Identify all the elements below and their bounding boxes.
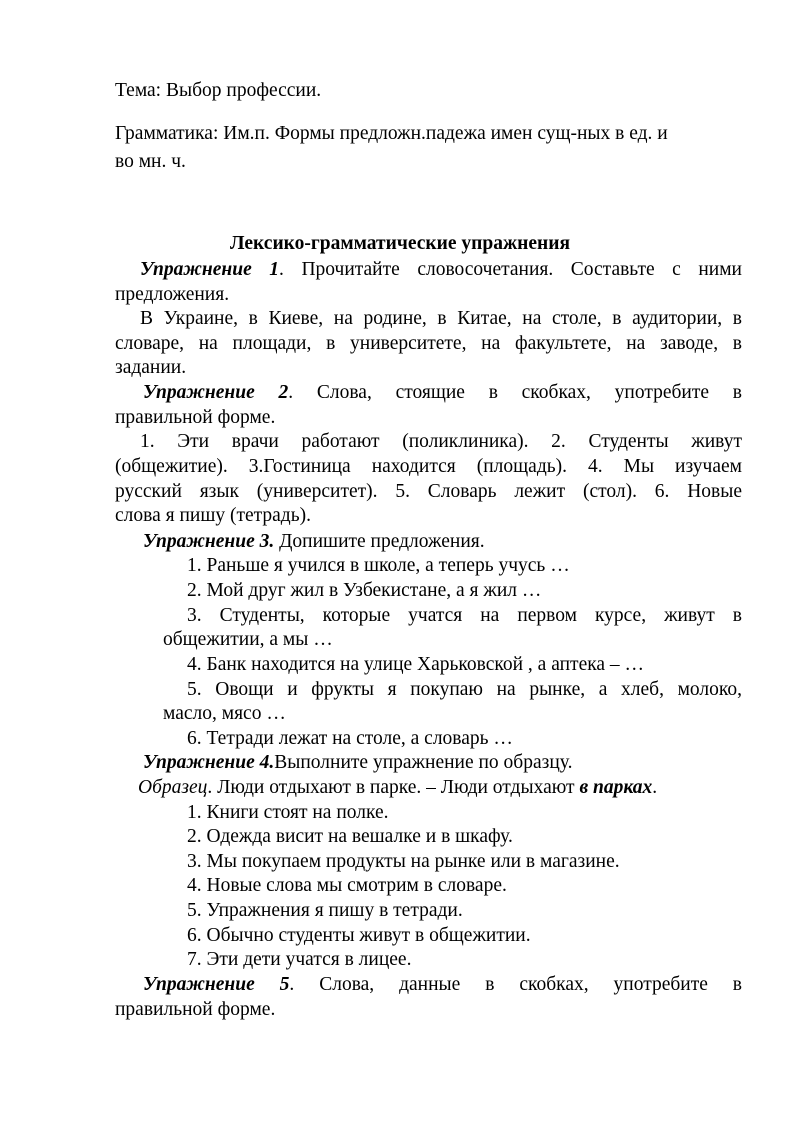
ex1-title: Упражнение 1: [140, 259, 280, 280]
ex2-task-line-2: правильной форме.: [115, 407, 276, 428]
ex2-text-line-4: слова я пишу (тетрадь).: [115, 505, 311, 526]
ex4-sample-text: . Люди отдыхают в парке. – Люди отдыхают: [207, 777, 580, 798]
ex5-task-line-2: правильной форме.: [115, 999, 276, 1020]
ex1-text-line-1: В Украине, в Киеве, на родине, в Китае, на столе, в аудитории, в: [140, 308, 742, 329]
ex2-task-text: . Слова, стоящие в скобках, употребите в: [288, 382, 742, 403]
ex1-task-line-2: предложения.: [115, 284, 230, 305]
grammar-line-2: во мн. ч.: [115, 151, 186, 172]
ex2-task-line-1: [143, 380, 742, 405]
topic-line: Тема: Выбор профессии.: [115, 80, 322, 101]
ex4-item-1: 1. Книги стоят на полке.: [187, 802, 389, 823]
ex4-title: Упражнение 4.: [143, 752, 275, 773]
ex4-sample-answer: в парках: [579, 777, 653, 798]
ex4-item-6: 6. Обычно студенты живут в общежитии.: [187, 925, 531, 946]
ex4-item-3: 3. Мы покупаем продукты на рынке или в магазине.: [187, 851, 620, 872]
ex1-text-line-2: словаре, на площади, в университете, на факультете, на заводе, в: [115, 333, 742, 354]
ex3-title: Упражнение 3.: [143, 531, 275, 552]
ex4-sample-line: [138, 775, 657, 800]
ex4-task-line: [143, 750, 572, 775]
ex3-task-text: Допишите предложения.: [274, 531, 485, 552]
ex4-item-7: 7. Эти дети учатся в лицее.: [187, 949, 412, 970]
ex1-task-line-1: [140, 257, 742, 282]
section-heading: Лексико-грамматические упражнения: [229, 233, 571, 254]
ex5-title: Упражнение 5: [143, 974, 290, 995]
ex3-item-1: 1. Раньше я учился в школе, а теперь учусь …: [187, 555, 570, 576]
ex1-task-text: . Прочитайте словосочетания. Составьте с ними: [279, 259, 742, 280]
ex4-sample-label: Образец: [138, 777, 208, 798]
ex5-task-text: . Слова, данные в скобках, употребите в: [289, 974, 743, 995]
ex4-item-2: 2. Одежда висит на вешалке и в шкафу.: [187, 826, 513, 847]
ex4-item-5: 5. Упражнения я пишу в тетради.: [187, 900, 463, 921]
grammar-line-1: Грамматика: Им.п. Формы предложн.падежа имен сущ-ных в ед. и: [115, 123, 668, 144]
ex3-item-2: 2. Мой друг жил в Узбекистане, а я жил …: [187, 580, 542, 601]
ex4-item-4: 4. Новые слова мы смотрим в словаре.: [187, 875, 507, 896]
ex2-text-line-1: 1. Эти врачи работают (поликлиника). 2. Студенты живут: [140, 431, 742, 452]
ex4-sample-end: .: [652, 777, 658, 798]
ex5-task-line-1: [143, 972, 742, 997]
ex2-text-line-2: (общежитие). 3.Гостиница находится (площадь). 4. Мы изучаем: [115, 456, 742, 477]
ex3-item-3-line-2: общежитии, а мы …: [163, 629, 333, 650]
ex1-text-line-3: задании.: [115, 357, 187, 378]
ex3-item-3-line-1: 3. Студенты, которые учатся на первом курсе, живут в: [187, 605, 742, 626]
ex3-item-6: 6. Тетради лежат на столе, а словарь …: [187, 728, 513, 749]
ex4-task-text: Выполните упражнение по образцу.: [274, 752, 573, 773]
ex3-item-5-line-2: масло, мясо …: [163, 703, 286, 724]
ex2-title: Упражнение 2: [143, 382, 289, 403]
ex2-text-line-3: русский язык (университет). 5. Словарь лежит (стол). 6. Новые: [115, 481, 742, 502]
ex3-item-4: 4. Банк находится на улице Харьковской , а аптека – …: [187, 654, 645, 675]
ex3-task-line: [143, 529, 485, 554]
ex3-item-5-line-1: 5. Овощи и фрукты я покупаю на рынке, а хлеб, молоко,: [187, 679, 742, 700]
